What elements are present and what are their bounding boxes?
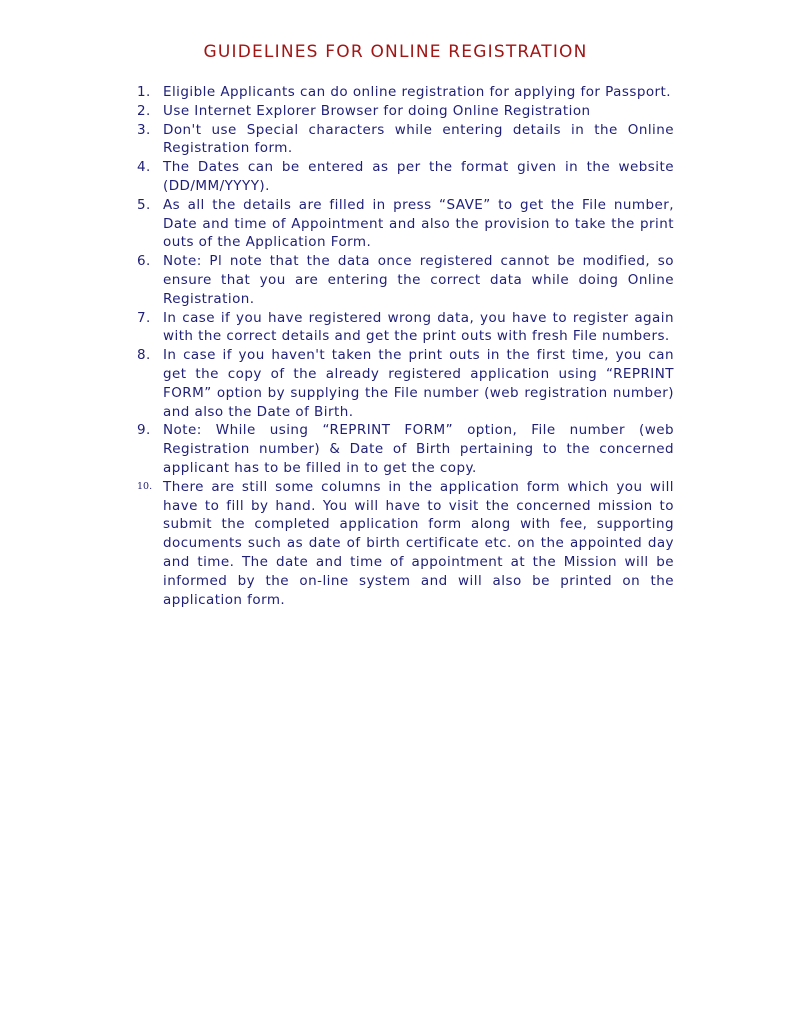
- item-number: 9.: [137, 422, 151, 439]
- guideline-item-9: [137, 421, 674, 477]
- guideline-item-5: [137, 196, 674, 252]
- item-text: The Dates can be entered as per the format given in the website (DD/MM/YYYY).: [163, 159, 674, 194]
- item-text: Eligible Applicants can do online registration for applying for Passport.: [163, 84, 672, 100]
- item-number: 5.: [137, 196, 151, 213]
- item-number: 7.: [137, 309, 151, 326]
- guideline-item-10: [137, 478, 674, 610]
- item-number: 3.: [137, 121, 151, 138]
- item-number: 2.: [137, 102, 151, 119]
- item-text: There are still some columns in the application form which you will have to fill by hand. You will have to visit the concerned mission to submit the completed application form along with fee, supporting documents such as date of birth certificate etc. on the appointed day and time. The date and time of appointment at the Mission will be informed by the on-line system and will also be printed on the application form.: [163, 478, 674, 608]
- guideline-item-1: [137, 83, 674, 102]
- item-text: Don't use Special characters while entering details in the Online Registration form.: [163, 121, 674, 157]
- guideline-item-6: [137, 252, 674, 308]
- item-text: As all the details are filled in press “SAVE” to get the File number, Date and time of Appointment and also the provision to take the print outs of the Application Form.: [163, 196, 674, 251]
- item-text: In case if you haven't taken the print outs in the first time, you can get the copy of the already registered application using “REPRINT FORM” option by supplying the File number (web registration number) and also the Date of Birth.: [163, 347, 674, 420]
- item-number: 8.: [137, 347, 151, 364]
- page-title: GUIDELINES FOR ONLINE REGISTRATION: [203, 42, 588, 62]
- item-number: 10.: [137, 480, 153, 492]
- item-number: 6.: [137, 253, 151, 270]
- item-text: In case if you have registered wrong data, you have to register again with the correct details and get the print outs with fresh File numbers.: [163, 309, 674, 345]
- guideline-item-4: [137, 158, 674, 196]
- guideline-item-8: [137, 346, 674, 421]
- item-text: Use Internet Explorer Browser for doing Online Registration: [163, 102, 591, 119]
- guideline-item-7: [137, 309, 674, 347]
- item-number: 4.: [137, 159, 151, 176]
- item-text: Note: While using “REPRINT FORM” option, File number (web Registration number) & Date of Birth pertaining to the concerned applicant has to be filled in to get the copy.: [163, 422, 674, 476]
- guidelines-list: [137, 83, 674, 609]
- guideline-item-3: [137, 121, 674, 159]
- item-text: Note: Pl note that the data once registered cannot be modified, so ensure that you are entering the correct data while doing Online Registration.: [163, 253, 674, 307]
- item-number: 1.: [137, 84, 151, 100]
- guideline-item-2: [137, 102, 674, 121]
